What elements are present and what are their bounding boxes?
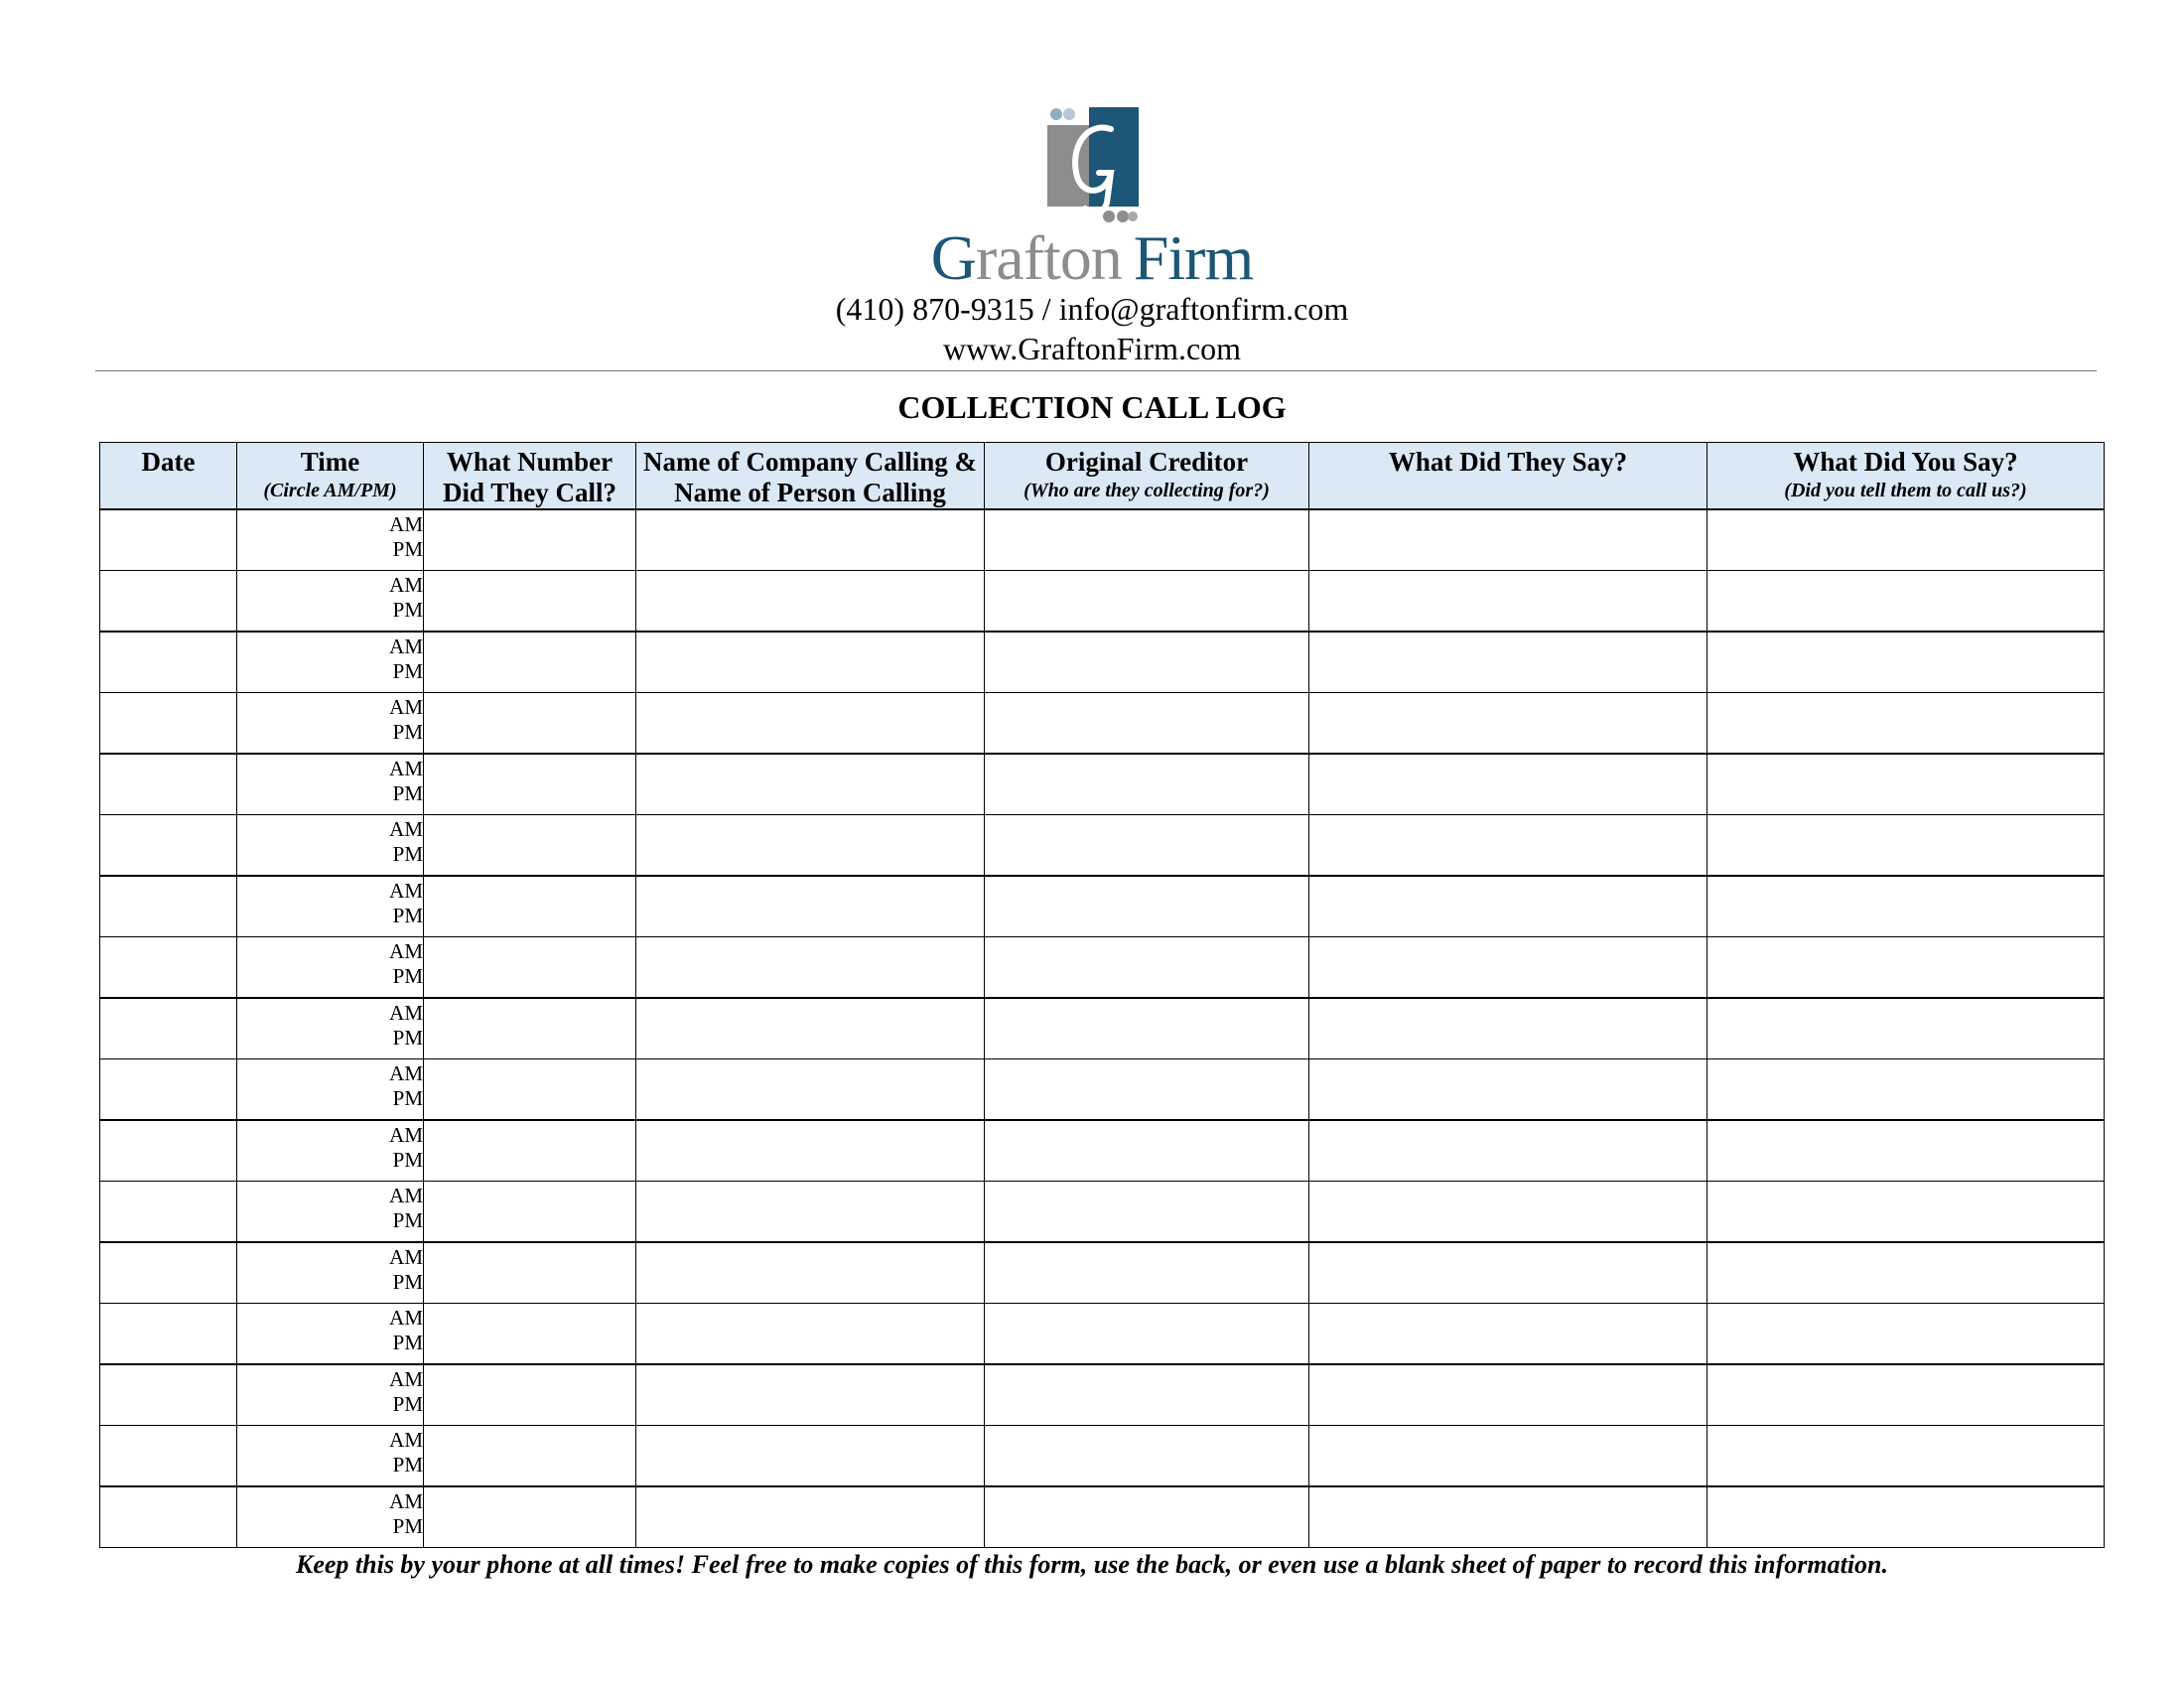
time-option-pm[interactable]: PM (392, 1392, 423, 1416)
table-row (100, 754, 2105, 815)
company-caller-cell[interactable] (636, 571, 985, 633)
original-creditor-cell[interactable] (985, 1304, 1309, 1365)
they-said-cell[interactable] (1309, 693, 1707, 755)
footer-note: Keep this by your phone at all times! Feel free to make copies of this form, use the back, or even use a blank sheet of paper to record this information. (295, 1550, 1888, 1579)
company-caller-cell[interactable] (636, 937, 985, 999)
time-option-pm[interactable]: PM (392, 1331, 423, 1354)
table-row (100, 1486, 2105, 1548)
time-option-pm[interactable]: PM (392, 1026, 423, 1050)
you-said-cell[interactable] (1707, 1120, 2105, 1182)
you-said-cell[interactable] (1707, 1364, 2105, 1426)
original-creditor-cell[interactable] (985, 815, 1309, 877)
column-header-you-said (1707, 443, 2105, 510)
date-cell[interactable] (100, 1486, 237, 1548)
column-header-company-caller (636, 443, 985, 510)
column-header-time (237, 443, 424, 510)
date-cell[interactable] (100, 1426, 237, 1487)
website-line: www.GraftonFirm.com (942, 331, 1242, 366)
date-cell[interactable] (100, 571, 237, 633)
time-cell[interactable] (237, 1242, 424, 1304)
company-caller-cell[interactable] (636, 1059, 985, 1121)
number-called-cell[interactable] (424, 509, 636, 571)
form-title: COLLECTION CALL LOG (897, 389, 1287, 425)
they-said-cell[interactable] (1309, 1242, 1707, 1304)
contact-line: (410) 870-9315 / info@graftonfirm.com (835, 291, 1349, 327)
time-cell[interactable] (237, 632, 424, 693)
header-divider (95, 370, 2097, 371)
they-said-cell[interactable] (1309, 1304, 1707, 1365)
grafton-logo-icon (1047, 107, 1139, 224)
you-said-cell[interactable] (1707, 1242, 2105, 1304)
number-called-cell[interactable] (424, 571, 636, 633)
column-title: Date (141, 447, 196, 477)
you-said-cell[interactable] (1707, 1426, 2105, 1487)
column-title: Name of Company Calling & Name of Person Calling (643, 447, 977, 507)
number-called-cell[interactable] (424, 998, 636, 1059)
company-caller-cell[interactable] (636, 1182, 985, 1243)
time-cell[interactable] (237, 876, 424, 937)
time-option-pm[interactable]: PM (392, 659, 423, 683)
table-row (100, 1182, 2105, 1243)
table-row (100, 509, 2105, 571)
table-header-row (100, 443, 2105, 510)
they-said-cell[interactable] (1309, 937, 1707, 999)
table-row (100, 1242, 2105, 1304)
column-subtitle: (Circle AM/PM) (263, 480, 397, 501)
you-said-cell[interactable] (1707, 693, 2105, 755)
date-cell[interactable] (100, 693, 237, 755)
original-creditor-cell[interactable] (985, 937, 1309, 999)
original-creditor-cell[interactable] (985, 1059, 1309, 1121)
original-creditor-cell[interactable] (985, 876, 1309, 937)
date-cell[interactable] (100, 1304, 237, 1365)
number-called-cell[interactable] (424, 815, 636, 877)
they-said-cell[interactable] (1309, 754, 1707, 815)
time-cell[interactable] (237, 509, 424, 571)
brand-initial: G (930, 222, 976, 293)
time-cell[interactable] (237, 1059, 424, 1121)
time-cell[interactable] (237, 937, 424, 999)
time-option-pm[interactable]: PM (392, 842, 423, 866)
time-option-pm[interactable]: PM (392, 1208, 423, 1232)
table-row (100, 1120, 2105, 1182)
date-cell[interactable] (100, 632, 237, 693)
you-said-cell[interactable] (1707, 571, 2105, 633)
table-row (100, 1059, 2105, 1121)
original-creditor-cell[interactable] (985, 693, 1309, 755)
date-cell[interactable] (100, 1182, 237, 1243)
you-said-cell[interactable] (1707, 1486, 2105, 1548)
time-cell[interactable] (237, 1364, 424, 1426)
date-cell[interactable] (100, 1120, 237, 1182)
time-option-pm[interactable]: PM (392, 1453, 423, 1477)
original-creditor-cell[interactable] (985, 1364, 1309, 1426)
you-said-cell[interactable] (1707, 876, 2105, 937)
number-called-cell[interactable] (424, 1120, 636, 1182)
table-row (100, 1364, 2105, 1426)
table-row (100, 815, 2105, 877)
original-creditor-cell[interactable] (985, 754, 1309, 815)
number-called-cell[interactable] (424, 1182, 636, 1243)
you-said-cell[interactable] (1707, 937, 2105, 999)
column-header-original-creditor (985, 443, 1309, 510)
time-option-pm[interactable]: PM (392, 537, 423, 561)
time-option-pm[interactable]: PM (392, 781, 423, 805)
original-creditor-cell[interactable] (985, 1486, 1309, 1548)
time-cell[interactable] (237, 1304, 424, 1365)
table-row (100, 1426, 2105, 1487)
you-said-cell[interactable] (1707, 632, 2105, 693)
original-creditor-cell[interactable] (985, 571, 1309, 633)
original-creditor-cell[interactable] (985, 998, 1309, 1059)
number-called-cell[interactable] (424, 1304, 636, 1365)
you-said-cell[interactable] (1707, 1304, 2105, 1365)
original-creditor-cell[interactable] (985, 1426, 1309, 1487)
they-said-cell[interactable] (1309, 815, 1707, 877)
company-caller-cell[interactable] (636, 815, 985, 877)
time-option-pm[interactable]: PM (392, 1270, 423, 1294)
company-caller-cell[interactable] (636, 754, 985, 815)
call-log-body (100, 509, 2105, 1548)
date-cell[interactable] (100, 754, 237, 815)
time-cell[interactable] (237, 815, 424, 877)
they-said-cell[interactable] (1309, 1120, 1707, 1182)
column-title: What Did They Say? (1388, 447, 1628, 477)
time-option-pm[interactable]: PM (392, 720, 423, 744)
company-caller-cell[interactable] (636, 1364, 985, 1426)
time-option-am[interactable]: AM (389, 879, 423, 903)
company-caller-cell[interactable] (636, 1120, 985, 1182)
column-title: Original Creditor (1044, 447, 1249, 477)
company-caller-cell[interactable] (636, 509, 985, 571)
date-cell[interactable] (100, 509, 237, 571)
table-row (100, 998, 2105, 1059)
time-option-am[interactable]: AM (389, 695, 423, 719)
call-log-table (99, 442, 2105, 1548)
table-row (100, 632, 2105, 693)
you-said-cell[interactable] (1707, 1059, 2105, 1121)
they-said-cell[interactable] (1309, 571, 1707, 633)
brand-word-firm: Firm (1133, 222, 1254, 293)
company-caller-cell[interactable] (636, 693, 985, 755)
company-caller-cell[interactable] (636, 632, 985, 693)
brand-name (0, 222, 2184, 294)
date-cell[interactable] (100, 815, 237, 877)
you-said-cell[interactable] (1707, 1182, 2105, 1243)
time-option-am[interactable]: AM (389, 512, 423, 536)
time-option-am[interactable]: AM (389, 939, 423, 963)
number-called-cell[interactable] (424, 632, 636, 693)
you-said-cell[interactable] (1707, 815, 2105, 877)
time-option-pm[interactable]: PM (392, 598, 423, 622)
number-called-cell[interactable] (424, 1486, 636, 1548)
time-option-am[interactable]: AM (389, 1001, 423, 1025)
they-said-cell[interactable] (1309, 509, 1707, 571)
date-cell[interactable] (100, 998, 237, 1059)
company-caller-cell[interactable] (636, 1304, 985, 1365)
time-cell[interactable] (237, 998, 424, 1059)
company-caller-cell[interactable] (636, 1426, 985, 1487)
number-called-cell[interactable] (424, 1364, 636, 1426)
table-row (100, 937, 2105, 999)
they-said-cell[interactable] (1309, 1364, 1707, 1426)
number-called-cell[interactable] (424, 1426, 636, 1487)
time-option-am[interactable]: AM (389, 1489, 423, 1513)
time-cell[interactable] (237, 1120, 424, 1182)
time-cell[interactable] (237, 693, 424, 755)
time-option-am[interactable]: AM (389, 1061, 423, 1085)
time-cell[interactable] (237, 1182, 424, 1243)
table-row (100, 571, 2105, 633)
company-caller-cell[interactable] (636, 1242, 985, 1304)
time-option-pm[interactable]: PM (392, 964, 423, 988)
original-creditor-cell[interactable] (985, 1242, 1309, 1304)
time-option-pm[interactable]: PM (392, 1148, 423, 1172)
they-said-cell[interactable] (1309, 1182, 1707, 1243)
original-creditor-cell[interactable] (985, 509, 1309, 571)
number-called-cell[interactable] (424, 754, 636, 815)
you-said-cell[interactable] (1707, 754, 2105, 815)
column-header-number-called (424, 443, 636, 510)
column-title: What Did You Say? (1793, 447, 2018, 477)
original-creditor-cell[interactable] (985, 1182, 1309, 1243)
original-creditor-cell[interactable] (985, 1120, 1309, 1182)
time-cell[interactable] (237, 1426, 424, 1487)
they-said-cell[interactable] (1309, 1059, 1707, 1121)
date-cell[interactable] (100, 937, 237, 999)
number-called-cell[interactable] (424, 937, 636, 999)
column-subtitle: (Who are they collecting for?) (1024, 480, 1270, 501)
you-said-cell[interactable] (1707, 509, 2105, 571)
column-header-date (100, 443, 237, 510)
time-cell[interactable] (237, 571, 424, 633)
number-called-cell[interactable] (424, 693, 636, 755)
they-said-cell[interactable] (1309, 876, 1707, 937)
date-cell[interactable] (100, 1242, 237, 1304)
date-cell[interactable] (100, 876, 237, 937)
time-option-am[interactable]: AM (389, 817, 423, 841)
time-cell[interactable] (237, 754, 424, 815)
they-said-cell[interactable] (1309, 1426, 1707, 1487)
company-caller-cell[interactable] (636, 876, 985, 937)
you-said-cell[interactable] (1707, 998, 2105, 1059)
table-row (100, 1304, 2105, 1365)
time-option-am[interactable]: AM (389, 757, 423, 780)
date-cell[interactable] (100, 1059, 237, 1121)
time-option-am[interactable]: AM (389, 1184, 423, 1207)
original-creditor-cell[interactable] (985, 632, 1309, 693)
time-option-am[interactable]: AM (389, 1428, 423, 1452)
time-option-am[interactable]: AM (389, 634, 423, 658)
number-called-cell[interactable] (424, 1242, 636, 1304)
brand-word-rest: rafton (975, 222, 1122, 293)
they-said-cell[interactable] (1309, 998, 1707, 1059)
they-said-cell[interactable] (1309, 1486, 1707, 1548)
time-cell[interactable] (237, 1486, 424, 1548)
time-option-am[interactable]: AM (389, 1306, 423, 1330)
column-subtitle: (Did you tell them to call us?) (1784, 480, 2027, 501)
time-option-pm[interactable]: PM (392, 1086, 423, 1110)
time-option-am[interactable]: AM (389, 1245, 423, 1269)
time-option-pm[interactable]: PM (392, 904, 423, 927)
number-called-cell[interactable] (424, 1059, 636, 1121)
column-title: What Number Did They Call? (442, 447, 617, 507)
time-option-am[interactable]: AM (389, 1123, 423, 1147)
date-cell[interactable] (100, 1364, 237, 1426)
table-row (100, 876, 2105, 937)
column-header-they-said (1309, 443, 1707, 510)
table-row (100, 693, 2105, 755)
number-called-cell[interactable] (424, 876, 636, 937)
company-caller-cell[interactable] (636, 998, 985, 1059)
time-option-am[interactable]: AM (389, 573, 423, 597)
time-option-am[interactable]: AM (389, 1367, 423, 1391)
they-said-cell[interactable] (1309, 632, 1707, 693)
time-option-pm[interactable]: PM (392, 1514, 423, 1538)
company-caller-cell[interactable] (636, 1486, 985, 1548)
column-title: Time (300, 447, 360, 477)
